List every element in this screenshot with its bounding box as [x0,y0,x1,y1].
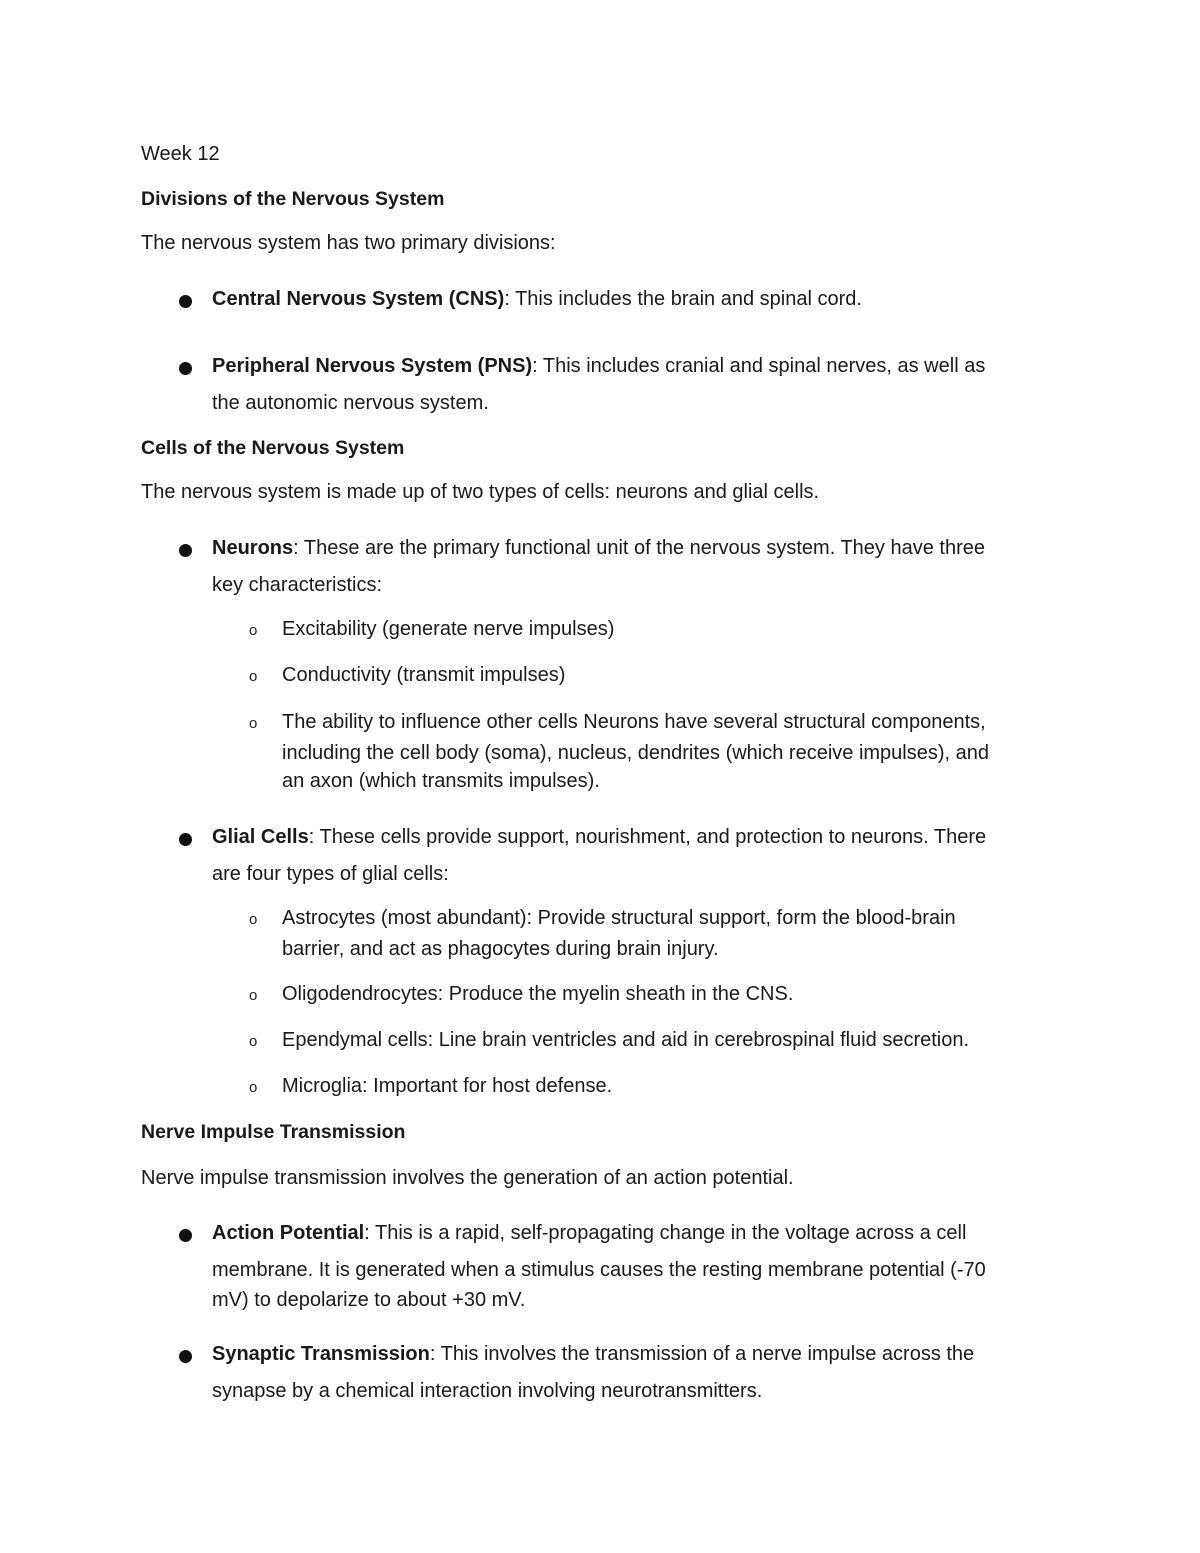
sub-bullet-icon: o [249,911,258,928]
desc-pns-line-1: : This includes cranial and spinal nerves, as well as [532,355,986,377]
sub-bullet-icon: o [249,1033,258,1050]
glial-subitem-1-line-1: Astrocytes (most abundant): Provide structural support, form the blood-brain [282,907,956,929]
week-title: Week 12 [141,143,220,165]
sub-bullet-icon: o [249,1079,258,1096]
bullet-icon [179,362,192,375]
list-item-synaptic [212,1343,974,1366]
neurons-subitem-3-line-2: including the cell body (soma), nucleus, dendrites (which receive impulses), and [282,742,990,764]
neurons-subitem-3-line-1: The ability to influence other cells Neurons have several structural components, [282,711,986,733]
section-heading-cells: Cells of the Nervous System [141,437,405,459]
list-item-action-potential [212,1222,966,1245]
term-action-potential: Action Potential [212,1222,365,1244]
list-item-neurons [212,537,985,560]
neurons-subitem-2: Conductivity (transmit impulses) [282,664,566,686]
bullet-icon [179,1350,192,1363]
sub-bullet-icon: o [249,715,258,732]
desc-synaptic-line-1: : This involves the transmission of a nerve impulse across the [429,1343,975,1365]
desc-synaptic-line-2: synapse by a chemical interaction involving neurotransmitters. [212,1380,763,1402]
desc-action-potential-line-1: : This is a rapid, self-propagating change in the voltage across a cell [364,1222,967,1244]
neurons-subitem-1: Excitability (generate nerve impulses) [282,618,615,640]
desc-pns-line-2: the autonomic nervous system. [212,392,489,414]
glial-subitem-3: Ependymal cells: Line brain ventricles and aid in cerebrospinal fluid secretion. [282,1029,970,1051]
cells-intro: The nervous system is made up of two types of cells: neurons and glial cells. [141,481,820,503]
list-item-cns [212,288,862,311]
desc-cns: : This includes the brain and spinal cord. [504,288,862,310]
sub-bullet-icon: o [249,987,258,1004]
desc-neurons-line-2: key characteristics: [212,574,383,596]
divisions-intro: The nervous system has two primary divisions: [141,232,556,254]
term-cns: Central Nervous System (CNS) [212,288,505,310]
bullet-icon [179,295,192,308]
desc-action-potential-line-2: membrane. It is generated when a stimulus causes the resting membrane potential (-70 [212,1259,986,1281]
term-synaptic: Synaptic Transmission [212,1343,430,1365]
section-heading-impulse: Nerve Impulse Transmission [141,1121,406,1143]
desc-neurons-line-1: : These are the primary functional unit of the nervous system. They have three [293,537,985,559]
term-pns: Peripheral Nervous System (PNS) [212,355,533,377]
desc-glial-line-2: are four types of glial cells: [212,863,449,885]
impulse-intro: Nerve impulse transmission involves the generation of an action potential. [141,1167,794,1189]
list-item-pns [212,355,985,378]
term-glial: Glial Cells [212,826,309,848]
desc-action-potential-line-3: mV) to depolarize to about +30 mV. [212,1289,526,1311]
glial-subitem-1-line-2: barrier, and act as phagocytes during brain injury. [282,938,719,960]
neurons-subitem-3-line-3: an axon (which transmits impulses). [282,770,600,792]
term-neurons: Neurons [212,537,294,559]
list-item-glial [212,826,986,849]
glial-subitem-2: Oligodendrocytes: Produce the myelin sheath in the CNS. [282,983,794,1005]
desc-glial-line-1: : These cells provide support, nourishment, and protection to neurons. There [308,826,987,848]
sub-bullet-icon: o [249,668,258,685]
section-heading-divisions: Divisions of the Nervous System [141,188,445,210]
bullet-icon [179,544,192,557]
bullet-icon [179,1229,192,1242]
glial-subitem-4: Microglia: Important for host defense. [282,1075,613,1097]
sub-bullet-icon: o [249,622,258,639]
bullet-icon [179,833,192,846]
